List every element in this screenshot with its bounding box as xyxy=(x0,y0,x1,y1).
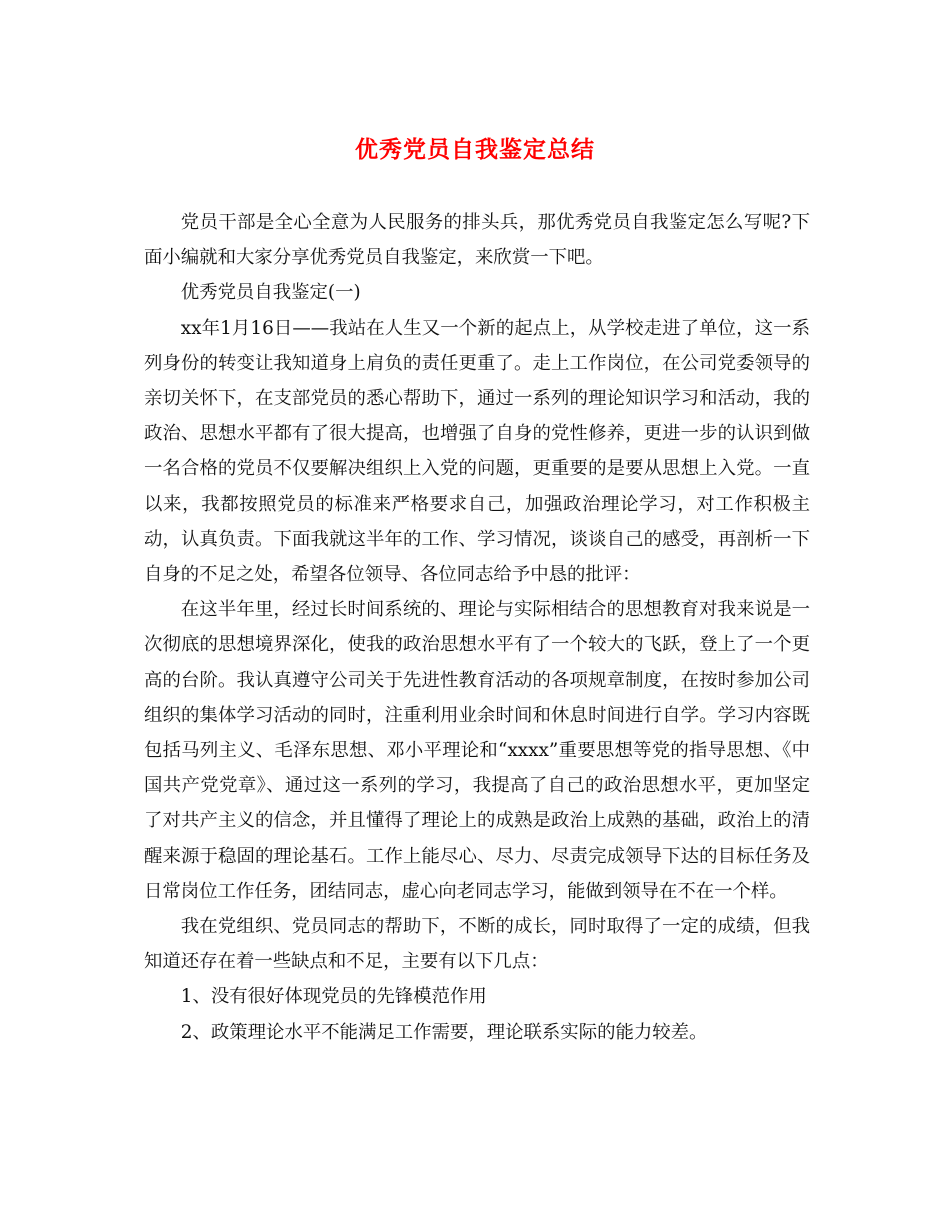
paragraph-intro: 党员干部是全心全意为人民服务的排头兵，那优秀党员自我鉴定怎么写呢?下面小编就和大家分享优秀党员自我鉴定，来欣赏一下吧。 xyxy=(144,212,810,269)
document-body xyxy=(144,205,810,1050)
paragraph: xx年1月16日——我站在人生又一个新的起点上，从学校走进了单位，这一系列身份的转变让我知道身上肩负的责任更重了。走上工作岗位，在公司党委领导的亲切关怀下，在支部党员的悉心帮助下，通过一系列的理论知识学习和活动，我的政治、思想水平都有了很大提高，也增强了自身的党性修养，更进一步的认识到做一名合格的党员不仅要解决组织上入党的问题，更重要的是要从思想上入党。一直以来，我都按照党员的标准来严格要求自己，加强政治理论学习，对工作积极主动，认真负责。下面我就这半年的工作、学习情况，谈谈自己的感受，再剖析一下自身的不足之处，希望各位领导、各位同志给予中恳的批评： xyxy=(144,317,810,586)
document-title: 优秀党员自我鉴定总结 xyxy=(355,136,595,163)
list-item: 1、没有很好体现党员的先锋模范作用 xyxy=(180,986,487,1008)
list-item: 2、政策理论水平不能满足工作需要，理论联系实际的能力较差。 xyxy=(180,1021,708,1043)
paragraph: 我在党组织、党员同志的帮助下，不断的成长，同时取得了一定的成绩，但我知道还存在着一些缺点和不足，主要有以下几点： xyxy=(144,916,810,973)
paragraph: 在这半年里，经过长时间系统的、理论与实际相结合的思想教育对我来说是一次彻底的思想境界深化，使我的政治思想水平有了一个较大的飞跃，登上了一个更高的台阶。我认真遵守公司关于先进性教育活动的各项规章制度，在按时参加公司组织的集体学习活动的同时，注重利用业余时间和休息时间进行自学。学习内容既包括马列主义、毛泽东思想、邓小平理论和“xxxx”重要思想等党的指导思想、《中国共产党党章》、通过这一系列的学习，我提高了自己的政治思想水平，更加坚定了对共产主义的信念，并且懂得了理论上的成熟是政治上成熟的基础，政治上的清醒来源于稳固的理论基石。工作上能尽心、尽力、尽责完成领导下达的目标任务及日常岗位工作任务，团结同志，虚心向老同志学习，能做到领导在不在一个样。 xyxy=(144,599,810,902)
section-heading: 优秀党员自我鉴定(一) xyxy=(180,282,361,304)
